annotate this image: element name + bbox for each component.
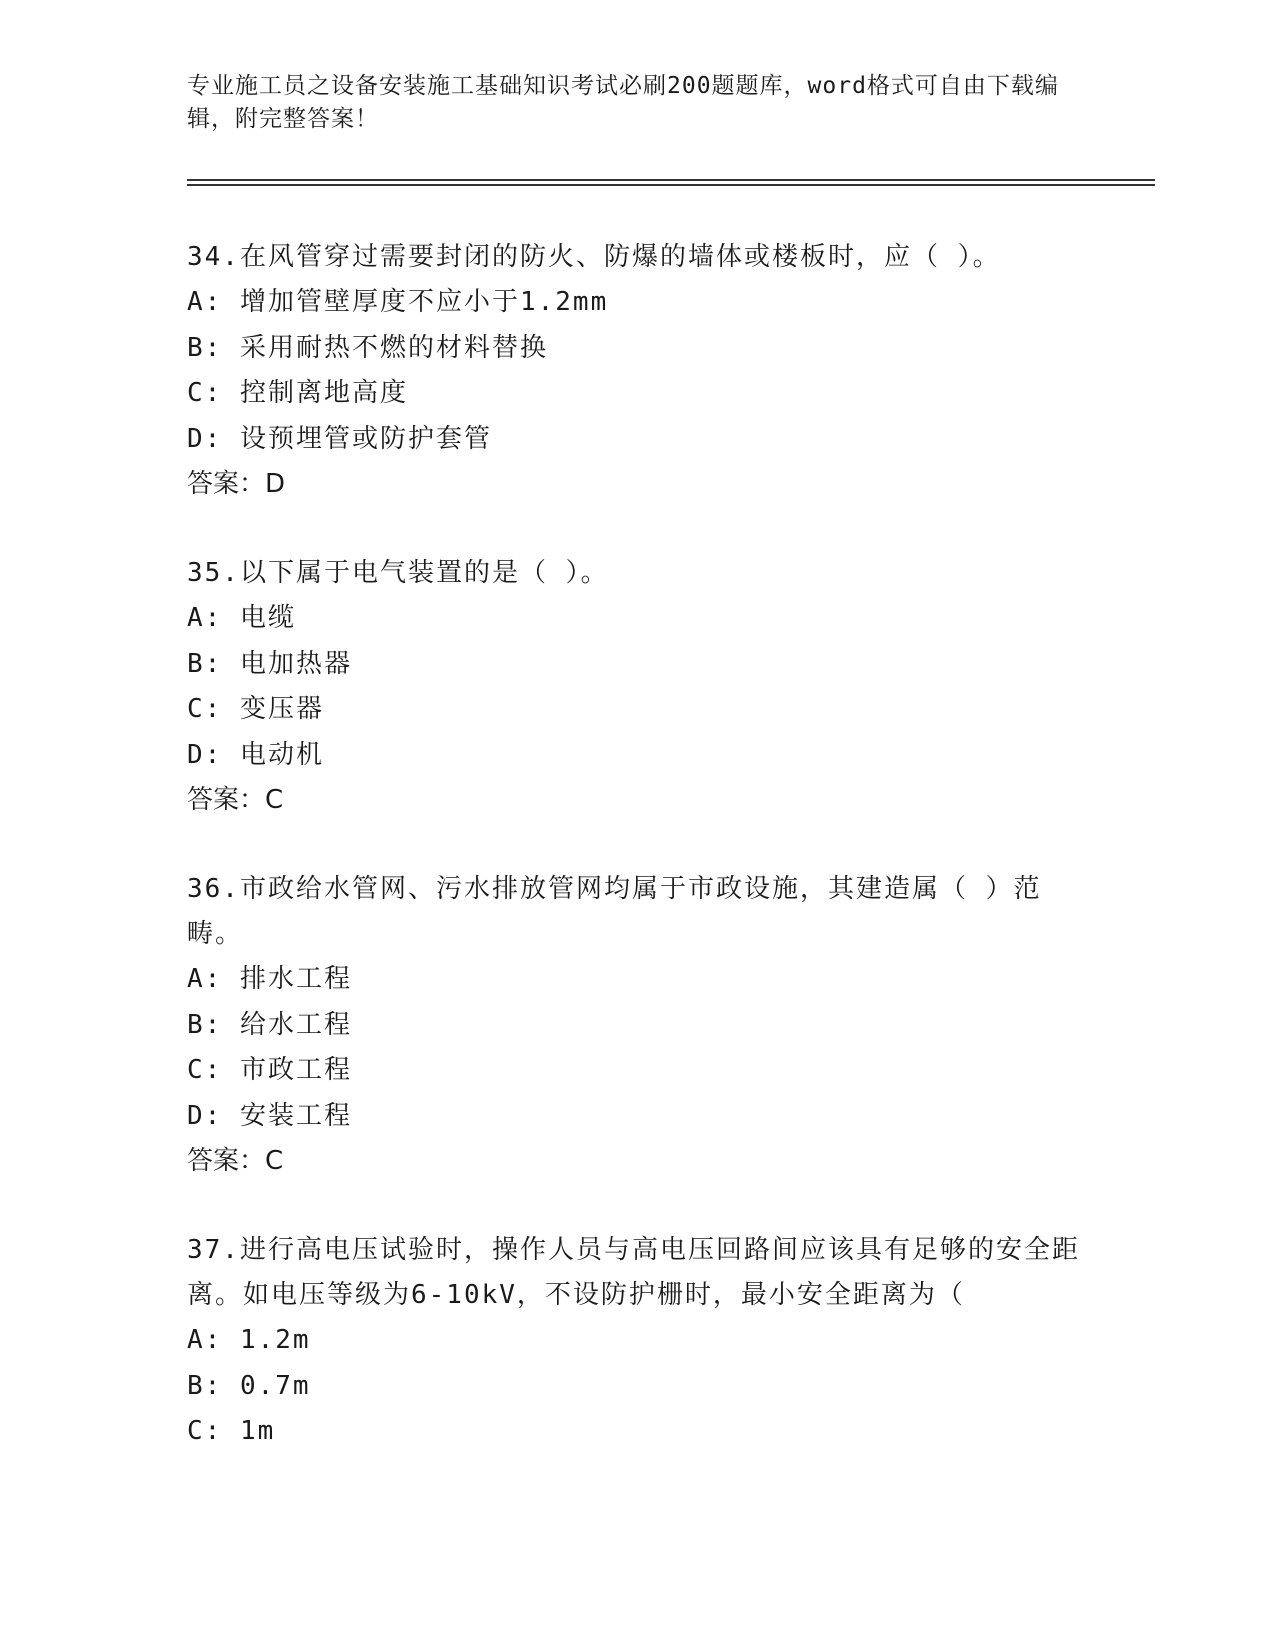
option-d: D: 电动机 — [187, 739, 324, 770]
option-b: B: 给水工程 — [187, 1009, 352, 1040]
option-a: A: 增加管壁厚度不应小于1.2mm — [187, 287, 609, 317]
option-c: C: 变压器 — [187, 694, 324, 724]
option-b: B: 0.7m — [187, 1370, 311, 1401]
option-a: A: 排水工程 — [187, 964, 352, 994]
question-text: 37.进行高电压试验时，操作人员与高电压回路间应该具有足够的安全距离。如电压等级为6-10kV，不设防护栅时，最小安全距离为（ — [187, 1235, 1080, 1310]
question-text: 36.市政给水管网、污水排放管网均属于市政设施，其建造属（ ）范畴。 — [187, 874, 1042, 949]
option-b: B: 采用耐热不燃的材料替换 — [187, 332, 548, 363]
header-rule-top — [187, 179, 1155, 181]
question-35 — [187, 551, 1087, 823]
question-list — [187, 235, 1087, 1499]
answer: 答案：D — [187, 469, 286, 499]
question-text: 34.在风管穿过需要封闭的防火、防爆的墙体或楼板时，应（ ）。 — [187, 242, 1001, 272]
option-d: D: 安装工程 — [187, 1100, 352, 1131]
option-b: B: 电加热器 — [187, 648, 352, 679]
option-d: D: 设预埋管或防护套管 — [187, 423, 492, 454]
answer: 答案：C — [187, 785, 284, 815]
question-37 — [187, 1228, 1087, 1455]
option-a: A: 电缆 — [187, 603, 296, 633]
option-a: A: 1.2m — [187, 1325, 311, 1355]
header-rule-bottom — [187, 184, 1155, 186]
option-c: C: 市政工程 — [187, 1055, 352, 1085]
option-c: C: 控制离地高度 — [187, 378, 408, 408]
answer: 答案：C — [187, 1146, 284, 1176]
question-text: 35.以下属于电气装置的是（ ）。 — [187, 558, 609, 588]
question-36 — [187, 867, 1087, 1184]
question-34 — [187, 235, 1087, 507]
document-header: 专业施工员之设备安装施工基础知识考试必刷200题题库，word格式可自由下载编辑，附完整答案！ — [187, 73, 1059, 132]
option-c: C: 1m — [187, 1416, 276, 1446]
